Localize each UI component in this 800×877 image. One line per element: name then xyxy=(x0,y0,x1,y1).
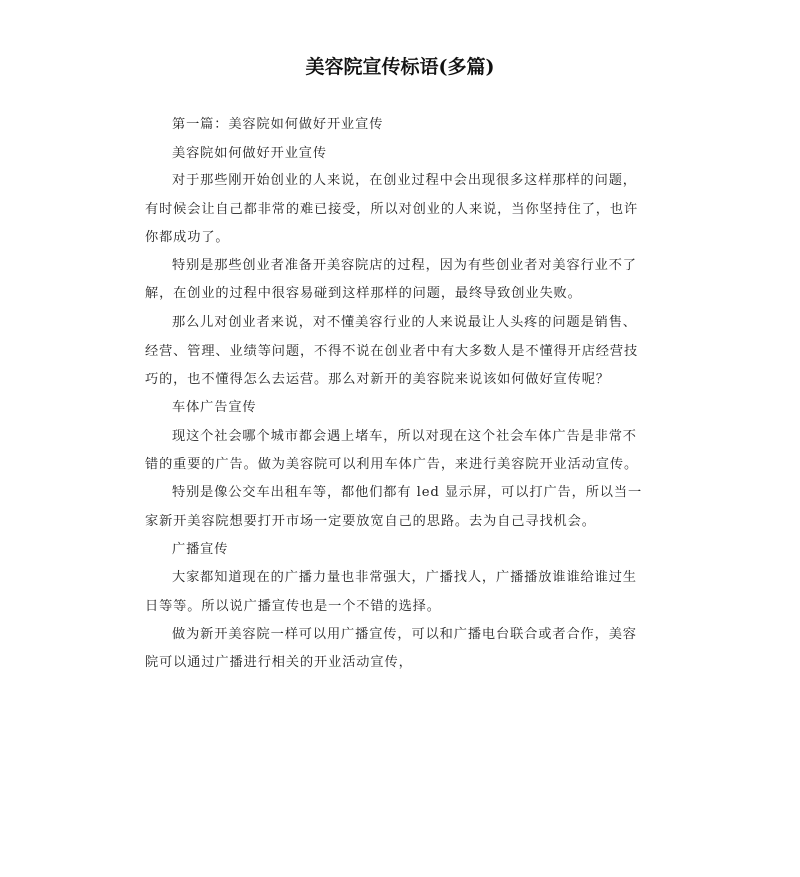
body-text-line: 特别是像公交车出租车等，都他们都有 led 显示屏，可以打广告，所以当一 xyxy=(172,485,643,500)
body-text-line: 做为新开美容院一样可以用广播宣传，可以和广播电台联合或者合作，美容 xyxy=(172,627,637,642)
body-text-line: 有时候会让自己都非常的难已接受，所以对创业的人来说，当你坚持住了，也许 xyxy=(145,202,639,217)
body-text-line: 你都成功了。 xyxy=(145,230,230,245)
body-text-line: 对于那些刚开始创业的人来说，在创业过程中会出现很多这样那样的问题， xyxy=(172,173,637,188)
body-text-line: 广播宣传 xyxy=(172,542,229,557)
body-text-line: 错的重要的广告。做为美容院可以利用车体广告，来进行美容院开业活动宣传。 xyxy=(145,457,639,472)
body-text-line: 日等等。所以说广播宣传也是一个不错的选择。 xyxy=(145,599,441,614)
body-text-line: 家新开美容院想要打开市场一定要放宽自己的思路。去为自己寻找机会。 xyxy=(145,514,596,529)
document-title: 美容院宣传标语(多篇) xyxy=(305,56,495,78)
body-text-line: 解，在创业的过程中很容易碰到这样那样的问题，最终导致创业失败。 xyxy=(145,286,582,301)
body-text-line: 院可以通过广播进行相关的开业活动宣传， xyxy=(145,655,413,670)
body-text-line: 车体广告宣传 xyxy=(172,400,257,415)
body-text-line: 大家都知道现在的广播力量也非常强大，广播找人，广播播放谁谁给谁过生 xyxy=(172,570,637,585)
body-text-line: 现这个社会哪个城市都会遇上堵车，所以对现在这个社会车体广告是非常不 xyxy=(172,429,637,444)
body-text-line: 巧的，也不懂得怎么去运营。那么对新开的美容院来说该如何做好宣传呢？ xyxy=(145,372,610,387)
body-text-line: 美容院如何做好开业宣传 xyxy=(172,146,327,161)
body-text-line: 那么儿对创业者来说，对不懂美容行业的人来说最让人头疼的问题是销售、 xyxy=(172,315,637,330)
body-text-line: 特别是那些创业者准备开美容院店的过程，因为有些创业者对美容行业不了 xyxy=(172,258,637,273)
body-text-line: 经营、管理、业绩等问题，不得不说在创业者中有大多数人是不懂得开店经营技 xyxy=(145,344,639,359)
body-text-line: 第一篇：美容院如何做好开业宣传 xyxy=(172,117,384,132)
